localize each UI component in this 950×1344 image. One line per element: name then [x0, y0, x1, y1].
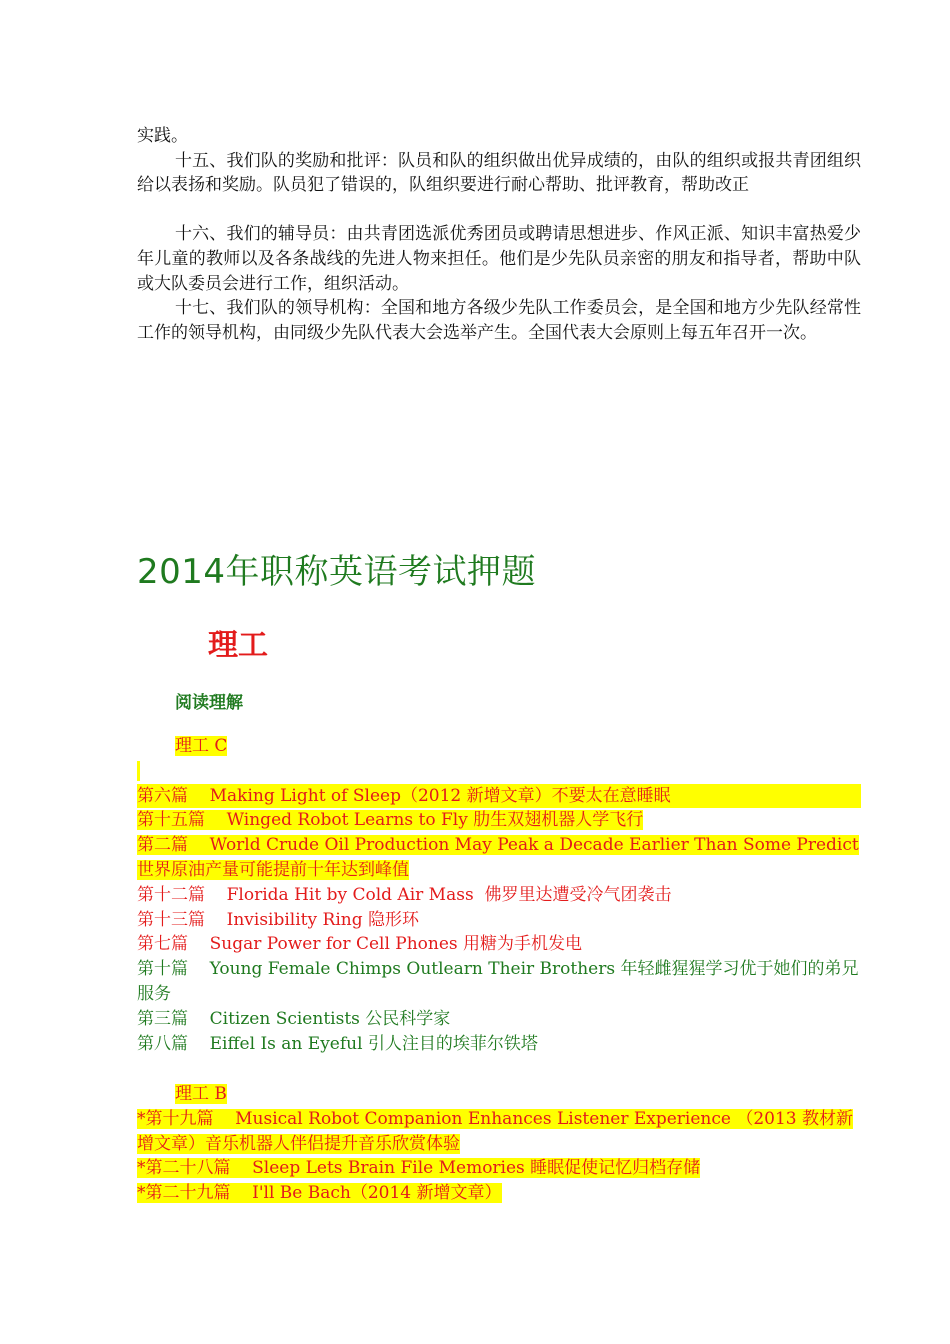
group-c-heading: 理工 C: [175, 736, 228, 756]
list-item: 第十篇 Young Female Chimps Outlearn Their Brothers 年轻雌猩猩学习优于她们的弟兄服务: [137, 959, 859, 1004]
list-item: 第二篇 World Crude Oil Production May Peak a Decade Earlier Than Some Predict 世界原油产量可能提前十年达到峰值: [137, 835, 859, 880]
paragraph-16: 十六、我们的辅导员：由共青团选派优秀团员或聘请思想进步、作风正派、知识丰富热爱少年儿童的教师以及各条战线的先进人物来担任。他们是少先队员亲密的朋友和指导者，帮助中队或大队委员会进行工作，组织活动。: [137, 224, 861, 294]
group-b-list: [137, 1082, 861, 1206]
text-cursor-marker: [137, 761, 140, 781]
group-b-heading: 理工 B: [175, 1084, 227, 1104]
paragraph-17: 十七、我们队的领导机构：全国和地方各级少先队工作委员会，是全国和地方少先队经常性工作的领导机构，由同级少先队代表大会选举产生。全国代表大会原则上每五年召开一次。: [137, 298, 861, 343]
list-item: 第十二篇 Florida Hit by Cold Air Mass 佛罗里达遭受冷气团袭击: [137, 884, 672, 905]
category-subtitle: 理工: [208, 628, 268, 663]
list-item: 第八篇 Eiffel Is an Eyeful 引人注目的埃菲尔铁塔: [137, 1033, 538, 1054]
list-item: 第三篇 Citizen Scientists 公民科学家: [137, 1008, 451, 1029]
list-item: *第十九篇 Musical Robot Companion Enhances Listener Experience （2013 教材新增文章）音乐机器人伴侣提升音乐欣赏体验: [137, 1108, 854, 1154]
section-heading: 阅读理解: [175, 693, 243, 713]
list-item: 第七篇 Sugar Power for Cell Phones 用糖为手机发电: [137, 934, 583, 955]
list-item: *第二十九篇 I'll Be Bach（2014 新增文章）: [137, 1183, 502, 1204]
list-item: *第二十八篇 Sleep Lets Brain File Memories 睡眠促使记忆归档存储: [137, 1158, 701, 1179]
list-item: 第十三篇 Invisibility Ring 隐形环: [137, 909, 419, 930]
paragraph-practice: 实践。: [137, 126, 188, 146]
group-c-list: [137, 734, 861, 1056]
document-title: 2014年职称英语考试押题: [137, 552, 537, 592]
list-item: 第十五篇 Winged Robot Learns to Fly 肋生双翅机器人学飞行: [137, 810, 644, 831]
top-paragraphs: [137, 124, 861, 345]
list-item: 第六篇 Making Light of Sleep（2012 新增文章）不要太在意睡眠: [137, 784, 861, 809]
paragraph-15: 十五、我们队的奖励和批评：队员和队的组织做出优异成绩的，由队的组织或报共青团组织给以表扬和奖励。队员犯了错误的，队组织要进行耐心帮助、批评教育，帮助改正: [137, 150, 861, 196]
